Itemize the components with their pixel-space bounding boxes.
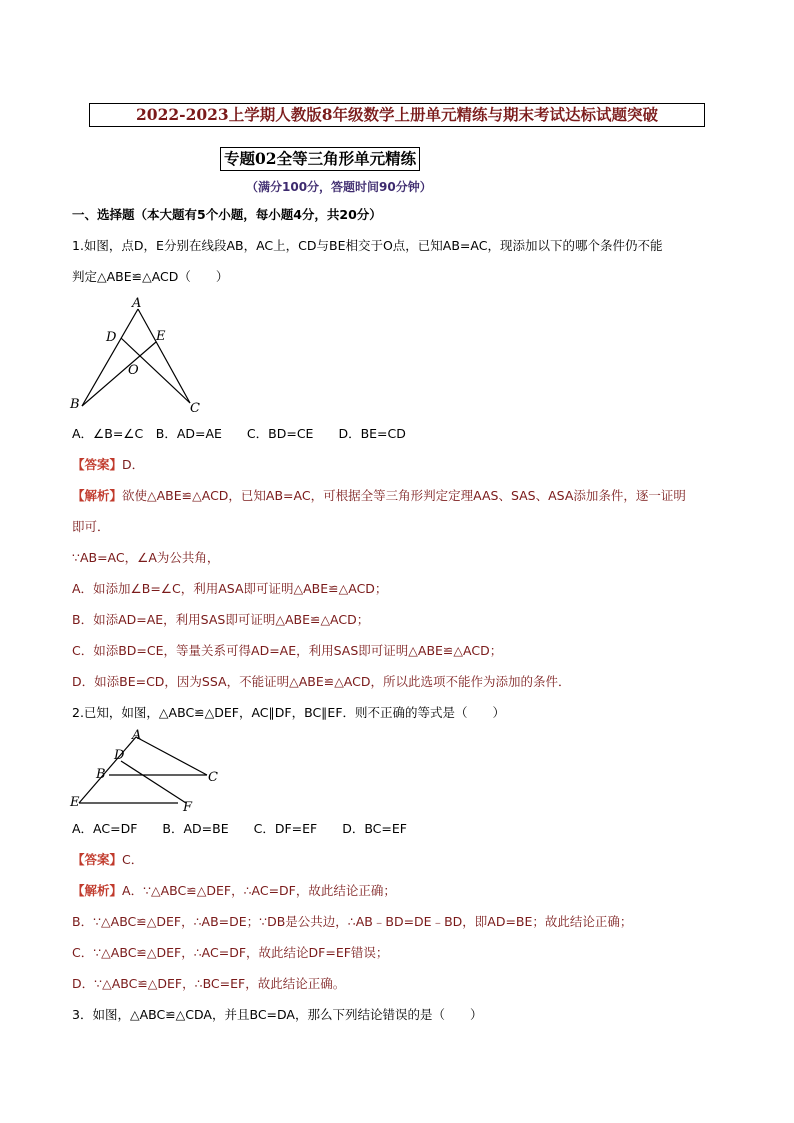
- q1-step-c: C．如添BD=CE，等量关系可得AD=AE，利用SAS即可证明△ABE≌△ACD；: [72, 643, 503, 658]
- q2-analysis-tag: 【解析】: [72, 883, 123, 898]
- q2-step-c: C．∵△ABC≌△DEF，∴AC=DF，故此结论DF=EF错误；: [72, 945, 389, 960]
- q3-stem: 3．如图，△ABC≌△CDA，并且BC=DA，那么下列结论错误的是（ ）: [72, 1007, 483, 1022]
- document-title: 2022-2023上学期人教版8年级数学上册单元精练与期末考试达标试题突破: [89, 103, 705, 127]
- q2-analysis-line1: [72, 882, 396, 900]
- q2-label-f: F: [183, 800, 193, 815]
- q1-label-d: D: [106, 330, 117, 345]
- q1-label-c: C: [190, 401, 200, 416]
- q2-label-b: B: [96, 767, 106, 782]
- q1-segment-ab: [82, 309, 138, 406]
- q1-answer-tag: 【答案】: [72, 457, 123, 472]
- q1-label-b: B: [70, 397, 80, 412]
- exam-info: （满分100分，答题时间90分钟）: [246, 180, 432, 194]
- q2-stem: 2.已知，如图，△ABC≌△DEF，AC∥DF，BC∥EF．则不正确的等式是（ ）: [72, 705, 506, 720]
- q2-label-c: C: [208, 770, 218, 785]
- q2-figure: [66, 727, 236, 815]
- q1-segment-ac: [138, 309, 190, 403]
- q2-answer-tag: 【答案】: [72, 852, 123, 867]
- q2-step-b: B．∵△ABC≌△DEF，∴AB=DE；∵DB是公共边，∴AB﹣BD=DE﹣BD，即AD=BE；故此结论正确；: [72, 914, 633, 929]
- q1-label-a: A: [132, 296, 142, 311]
- q1-stem-line1: 1.如图，点D，E分别在线段AB，AC上，CD与BE相交于O点，已知AB=AC，现添加以下的哪个条件仍不能: [72, 238, 663, 253]
- q2-segment-ae: [79, 737, 136, 803]
- q2-label-e: E: [70, 795, 80, 810]
- q2-label-a: A: [132, 728, 142, 743]
- q2-label-d: D: [114, 748, 125, 763]
- section-heading: 一、选择题（本大题有5个小题，每小题4分，共20分）: [72, 207, 382, 222]
- q1-stem-line2: 判定△ABE≌△ACD（ ）: [72, 269, 229, 284]
- q1-options: A．∠B=∠C B．AD=AE C．BD=CE D．BE=CD: [72, 426, 406, 441]
- q2-step-a: A．∵△ABC≌△DEF，∴AC=DF，故此结论正确；: [122, 883, 396, 898]
- q2-step-d: D．∵△ABC≌△DEF，∴BC=EF，故此结论正确。: [72, 976, 346, 991]
- q2-segment-ac: [136, 737, 207, 775]
- q2-answer: [72, 851, 143, 869]
- q1-figure: [66, 295, 216, 420]
- q1-analysis-line1: [72, 487, 686, 505]
- q2-segment-df: [121, 761, 186, 803]
- q1-analysis-tag: 【解析】: [72, 488, 123, 503]
- q2-answer-value: C．: [122, 852, 144, 867]
- q1-segment-eb: [82, 342, 156, 406]
- q1-answer: [72, 456, 144, 474]
- q1-answer-value: D．: [122, 457, 145, 472]
- q1-label-e: E: [156, 329, 166, 344]
- q2-options: A．AC=DF B．AD=BE C．DF=EF D．BC=EF: [72, 821, 407, 836]
- q1-analysis-text: 欲使△ABE≌△ACD，已知AB=AC，可根据全等三角形判定定理AAS、SAS、ASA添加条件，逐一证明: [122, 488, 686, 503]
- q1-step-b: B．如添AD=AE，利用SAS即可证明△ABE≌△ACD；: [72, 612, 370, 627]
- q1-step-d: D．如添BE=CD，因为SSA，不能证明△ABE≌△ACD，所以此选项不能作为添加的条件．: [72, 674, 571, 689]
- topic-title: 专题02全等三角形单元精练: [220, 147, 420, 171]
- q1-step-a: A．如添加∠B=∠C，利用ASA即可证明△ABE≌△ACD；: [72, 581, 388, 596]
- q1-analysis-line2: 即可．: [72, 519, 110, 534]
- q1-step-common: ∵AB=AC，∠A为公共角，: [72, 550, 220, 565]
- q1-label-o: O: [128, 363, 139, 378]
